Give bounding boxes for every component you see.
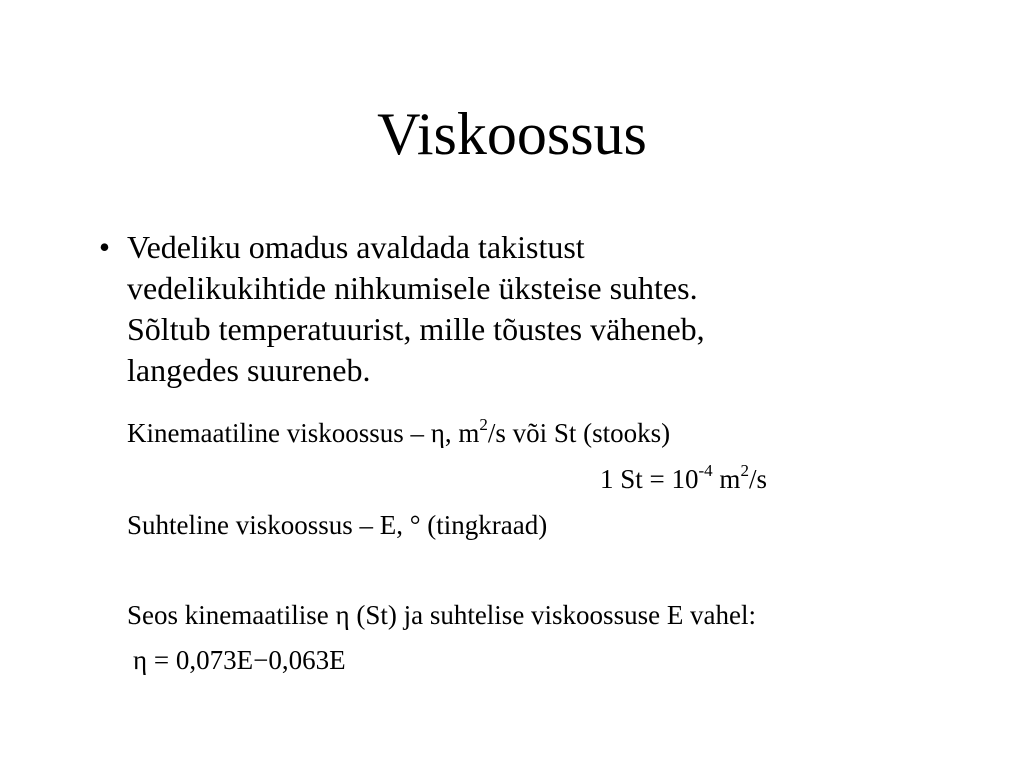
- bullet-line: Sõltub temperatuurist, mille tõustes väheneb,: [127, 311, 705, 347]
- stokes-text-before: 1 St = 10: [600, 464, 699, 494]
- bullet-symbol: •: [98, 229, 111, 265]
- slide-title: Viskoossus: [377, 101, 647, 167]
- formula-line: η = 0,073E−0,063E: [133, 645, 346, 675]
- bullet-text: [127, 227, 705, 391]
- bullet-line: Vedeliku omadus avaldada takistust: [127, 229, 585, 265]
- bullet-line: langedes suureneb.: [127, 352, 371, 388]
- stokes-text-middle: m: [712, 464, 741, 494]
- bullet-line: vedelikukihtide nihkumisele üksteise suhtes.: [127, 270, 698, 306]
- stokes-unit-line: [600, 462, 767, 496]
- kinematic-superscript: 2: [479, 415, 488, 434]
- stokes-exponent: -4: [698, 461, 713, 480]
- kinematic-viscosity-line: [127, 416, 670, 450]
- relative-viscosity-line: Suhteline viskoossus – E, ° (tingkraad): [127, 510, 548, 540]
- relation-text-line: Seos kinemaatilise η (St) ja suhtelise viskoossuse E vahel:: [127, 600, 757, 630]
- kinematic-text-after: /s või St (stooks): [487, 418, 671, 448]
- bullet-item: [82, 227, 962, 391]
- stokes-superscript: 2: [740, 461, 749, 480]
- stokes-text-after: /s: [748, 464, 767, 494]
- kinematic-text-before: Kinemaatiline viskoossus – η, m: [127, 418, 480, 448]
